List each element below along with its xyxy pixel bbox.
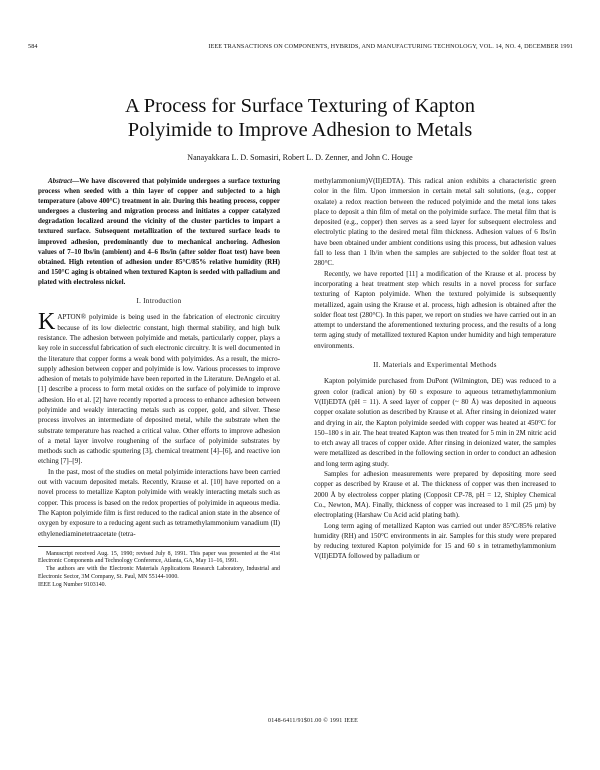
right-column — [314, 176, 556, 562]
intro-paragraph-1-text: APTON® polyimide is being used in the fabrication of electronic circuitry because of its low dielectric constant, high thermal stability, and high bulk resistance. The adhesion between polyimide and metals, particularly copper, plays a key role in successful fabrication of such electronic circuitry. It is well documented in the literature that copper forms a weak bond with polyimides. As a result, the micro-supply adhesion between copper and polyimide is low. Various processes to improve adhesion of metals to polyimide have been reported in the Literature. DeAngelo et al. [1] describe a process to form metal oxides on the surface of polyimide to improve adhesion. Ho et al. [2] have recently reported a process to enhance adhesion between polyimide and weakly interacting metals such as copper, gold, and silver. These process involves an intermediate of deposited metal, while the substrate when the substrate temperature has reached a critical value. Other efforts to improve adhesion of a metal layer involve roughening of the surface of polyimide substrates by methods such as cathodic sputtering [3], chemical treatment [4]–[6], and reactive ion etching [7]–[9]. — [38, 313, 280, 466]
title-line-1: A Process for Surface Texturing of Kapton — [124, 95, 476, 117]
footnote-manuscript: Manuscript received Aug. 15, 1990; revised July 8, 1991. This paper was presented at the 41st Electronic Components and Technology Conference, Atlanta, GA, May 11–16, 1991. — [38, 550, 280, 565]
journal-title: IEEE TRANSACTIONS ON COMPONENTS, HYBRIDS, AND MANUFACTURING TECHNOLOGY, VOL. 14, NO. 4, DECEMBER 1991 — [208, 43, 573, 50]
author-list: Nanayakkara L. D. Somasiri, Robert L. D. Zenner, and John C. Houge — [187, 153, 413, 162]
left-column — [38, 176, 280, 590]
paper-title — [30, 94, 570, 142]
abstract-lead: Abstract — [48, 177, 73, 185]
methods-paragraph-3: Long term aging of metallized Kapton was carried out under 85°C/85% relative humidity (RH) and 150°C environments in air. Samples for this study were prepared by reducing textured Kapton polyimide for 15 and 60 s in tetramethylammonium V(II)EDTA followed by palladium or — [314, 521, 556, 561]
drop-cap: K — [38, 309, 56, 336]
abstract-text: —We have discovered that polyimide undergoes a surface texturing process when seeded with a thin layer of copper and subjected to a high temperature (above 400°C) treatment in air. During this heating process, copper undergoes a clustering and migration process and initiates a copper catalyzed degradation localized around the vicinity of the cluster particles to impart a textured surface. Subsequent metallization of the textured surface leads to improved adhesion, predominantly due to mechanical anchoring. Adhesion values of 7–10 lbs/in (ambient) and 4–6 lbs/in (after solder float test) have been obtained. High retention of adhesion under 85°C/85% relative humidity (RH) and 150°C aging is obtained when textured Kapton is seeded with palladium and plated with electroless nickel. — [38, 177, 280, 286]
title-line-2: Polyimide to Improve Adhesion to Metals — [127, 119, 473, 141]
right-paragraph-2: Recently, we have reported [11] a modification of the Krause et al. process by incorporating a heat treatment step which results in a novel process for surface texturing of Kapton polyimide. When the textured polyimide is subsequently metallized, again using the Krause et al. process, high adhesion is obtained after the solder float test (280°C). In this paper, we report on studies we have carried out in an attempt to understand the aforementioned texturing process, and the results of a long term aging study of metallized textured Kapton under humidity and high temperature environments. — [314, 269, 556, 350]
intro-paragraph-2: In the past, most of the studies on metal polyimide interactions have been carried out with vacuum deposited metals. Recently, Krause et al. [10] have reported on a novel process to metallize Kapton polyimide with weakly interacting metals such as copper. This process is based on the redox properties of polyimide in aqueous media. The Kapton polyimide film is first reduced to the radical anion state in the absence of oxygen by exposure to a reducing agent such as tetramethylammonium vanadium (II) ethylenediaminetetraacetate (tetra- — [38, 467, 280, 538]
section-heading-methods: II. Materials and Experimental Methods — [373, 361, 497, 370]
methods-paragraph-1: Kapton polyimide purchased from DuPont (Wilmington, DE) was reduced to a green color (radical anion) by 60 s exposure to aqueous tetramethylammonium V(II)EDTA (pH = 11). A seed layer of copper (~ 80 Å) was deposited in aqueous copper oxalate solution as described by Krause et al. After rinsing in deionized water and drying in air, the Kapton polyimide seeded with copper was heated at 450°C for 150–180 s in air. The heat treated Kapton was then treated for 5 min in 2M nitric acid to etch away all traces of copper oxide. After rinsing in deionized water, the samples were metallized as described in the following section in order to conduct an adhesion and long term aging study. — [314, 377, 556, 468]
methods-paragraph-2: Samples for adhesion measurements were prepared by depositing more seed copper as described by Krause et al. The thickness of copper was then increased to 2000 Å by electroless copper plating (Copposit CP-78, pH = 12, Shipley Chemical Co., Newton, MA). Finally, thickness of copper was increased to 1 mil (25 µm) by electroplating (Harshaw Cu Acid acid plating bath). — [314, 470, 556, 520]
abstract — [38, 176, 280, 287]
footnote-affiliation: The authors are with the Electronic Materials Applications Research Laboratory, Industrial and Electronic Sector, 3M Company, St. Paul, MN 55144-1000. — [38, 566, 280, 580]
right-paragraph-1: methylammonium)V(II)EDTA). This radical anion exhibits a characteristic green color in the film. Upon immersion in certain metal salt solutions, (e.g., copper oxalate) a redox reaction between the reduced polyimide and the metal ions takes place to deposit a thin film of metal on the polyimide surface. The metal film that is deposited (e.g., copper) then serves as a seed layer for subsequent electroless and electrolytic plating to the desired metal film thickness. Adhesion values of 6 lbs/in have been obtained under ambient conditions using this process, but adhesion values fall to less than 1 lb/in when the samples are subjected to the solder float test at 280°C. — [314, 177, 556, 268]
footnotes — [38, 546, 280, 590]
footnote-ieee-log: IEEE Log Number 9103140. — [38, 582, 107, 589]
page-number: 584 — [28, 43, 38, 50]
intro-paragraph-1 — [38, 309, 280, 466]
running-header — [28, 43, 573, 55]
copyright-footer: 0148-6411/91$01.00 © 1991 IEEE — [268, 718, 358, 724]
section-heading-introduction: I. Introduction — [136, 297, 182, 306]
